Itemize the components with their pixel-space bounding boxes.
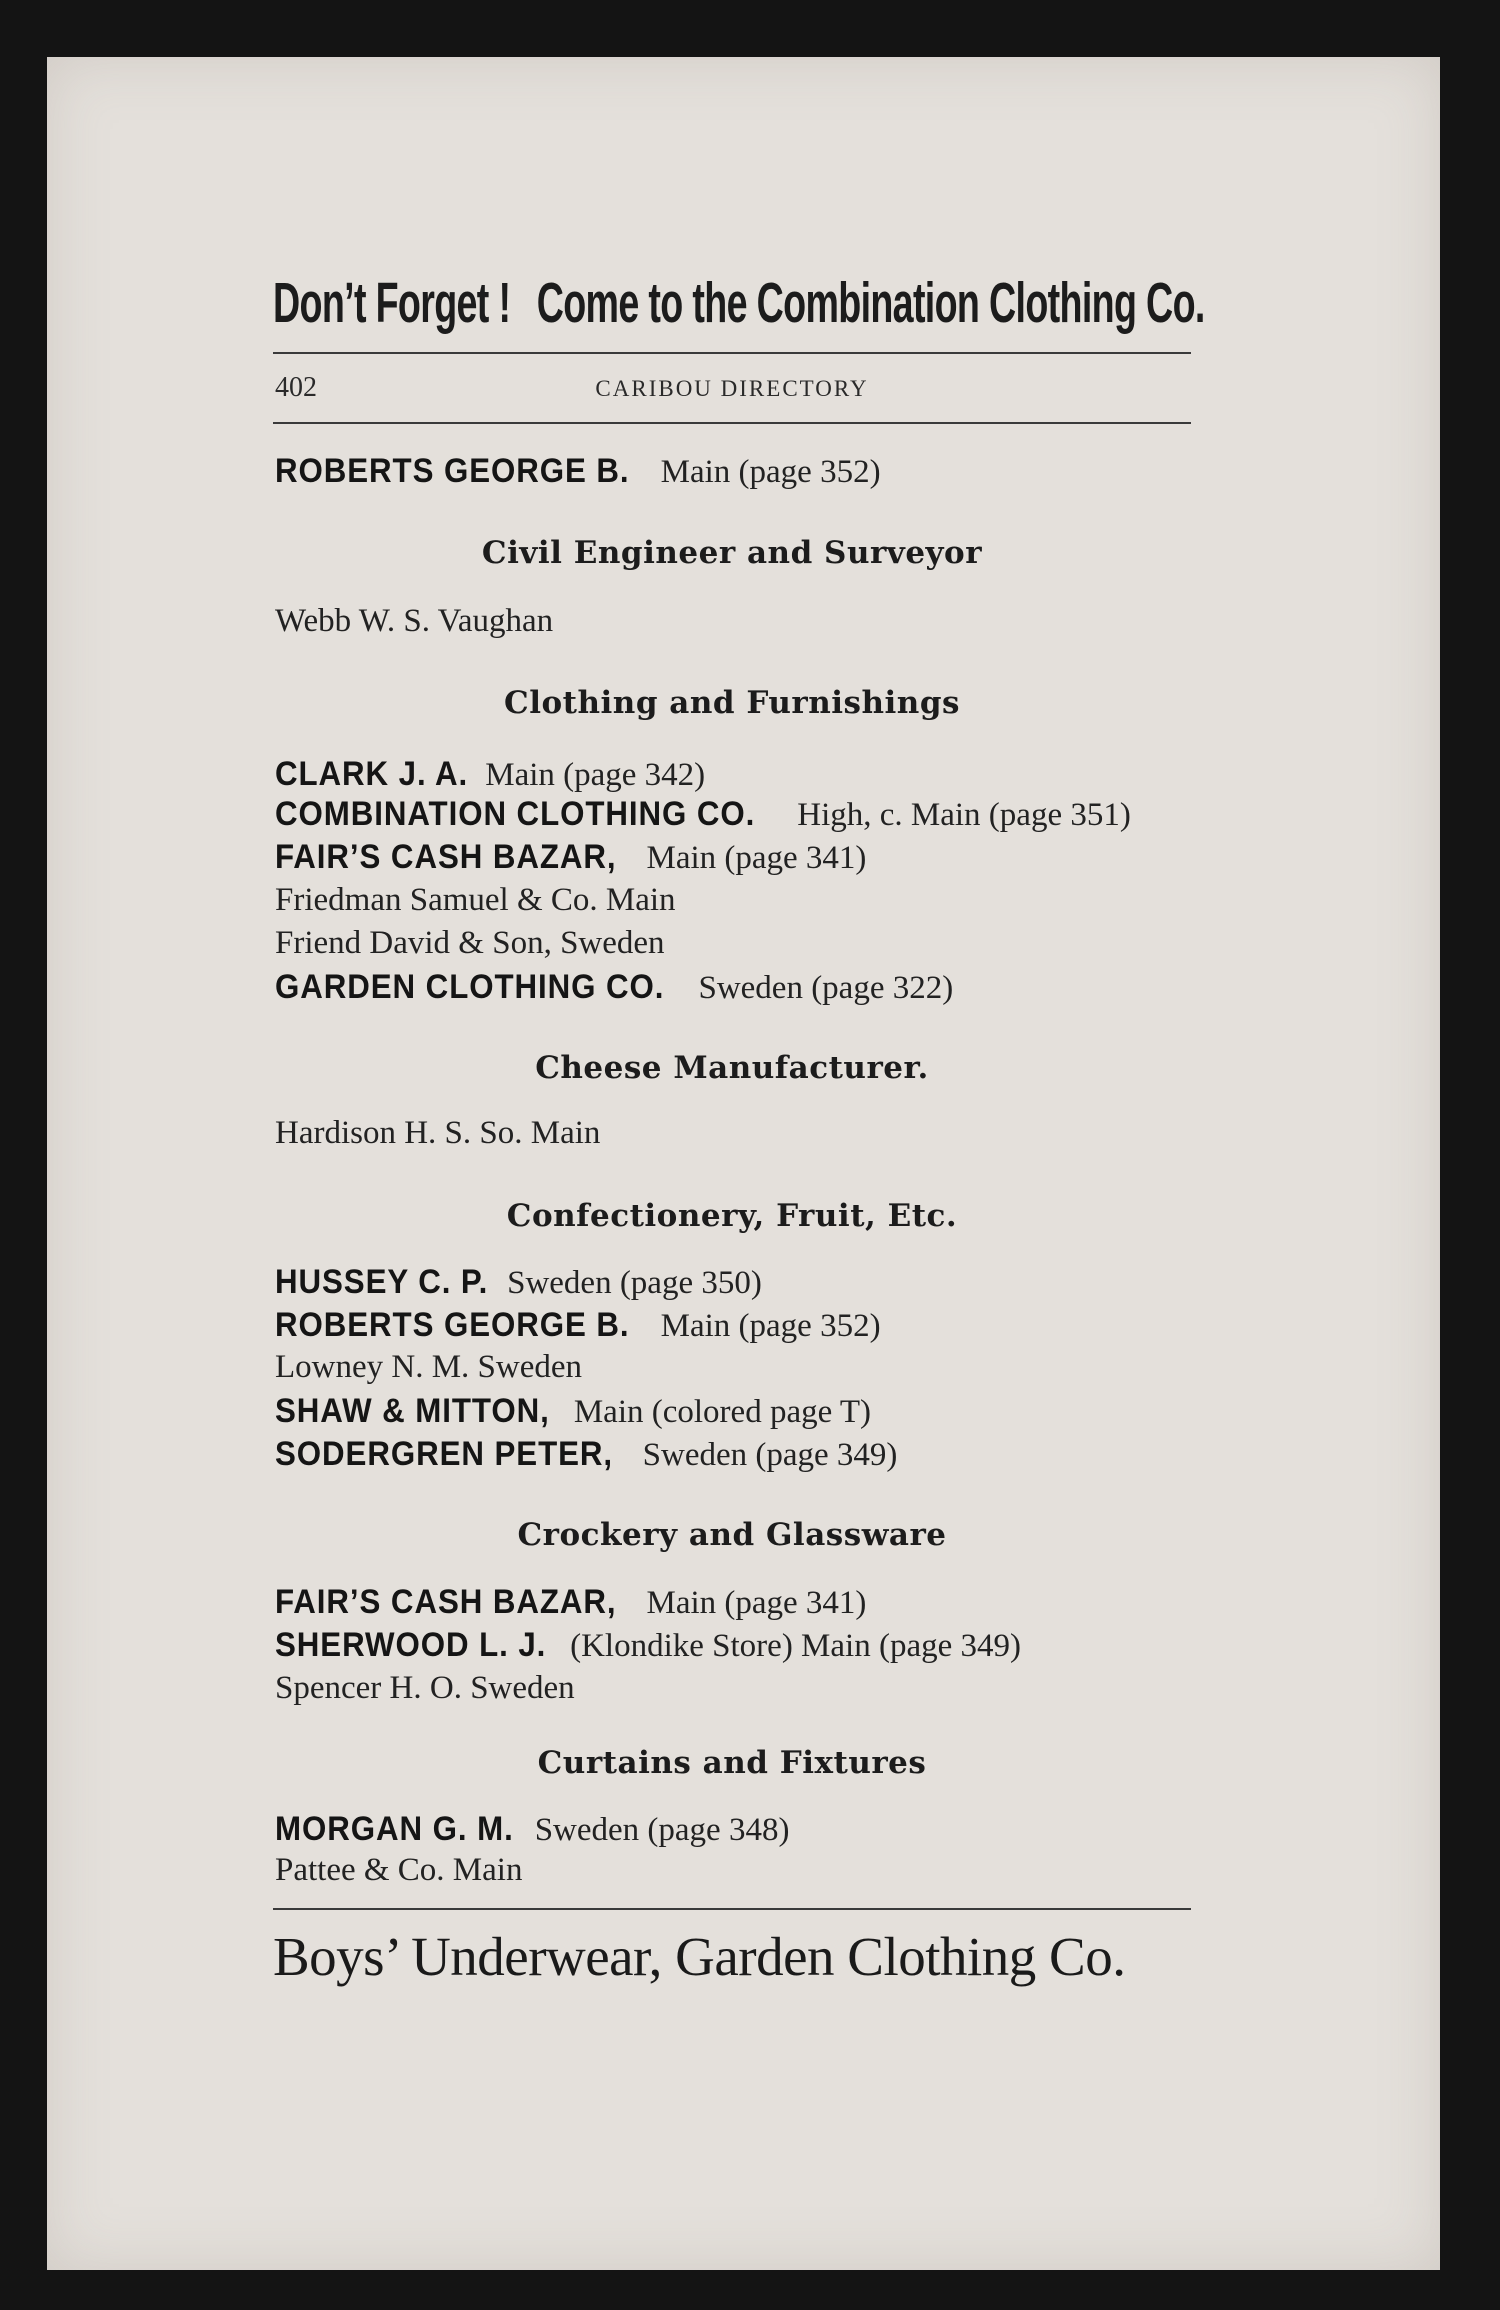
top-rule xyxy=(273,352,1191,354)
directory-entry xyxy=(275,1583,866,1622)
header-rule xyxy=(273,422,1191,424)
directory-entry xyxy=(275,1852,522,1889)
entry-detail: (Klondike Store) Main (page 349) xyxy=(570,1628,1021,1664)
entry-name: GARDEN CLOTHING CO. xyxy=(275,968,665,1006)
running-head xyxy=(273,372,1191,412)
entry-detail: Pattee & Co. Main xyxy=(275,1852,523,1888)
entry-name: SHAW & MITTON, xyxy=(275,1392,550,1430)
entry-detail: Main (page 352) xyxy=(660,454,881,490)
running-head-title: CARIBOU DIRECTORY xyxy=(595,376,869,401)
entry-name: ROBERTS GEORGE B. xyxy=(275,1306,630,1344)
directory-entry xyxy=(275,925,665,962)
directory-entry xyxy=(275,1435,897,1474)
entry-detail: Hardison H. S. So. Main xyxy=(275,1115,601,1151)
entry-detail: Sweden (page 348) xyxy=(534,1812,790,1848)
entry-detail: Main (page 341) xyxy=(646,840,867,876)
directory-entry xyxy=(275,1392,871,1431)
directory-entry xyxy=(275,1626,1021,1665)
directory-entry xyxy=(275,1115,600,1152)
entry-detail: Main (page 342) xyxy=(485,757,706,793)
directory-entry xyxy=(275,1810,789,1849)
directory-entry xyxy=(275,1263,762,1302)
section-heading: Cheese Manufacturer. xyxy=(535,1050,929,1086)
section-heading: Crockery and Glassware xyxy=(517,1517,947,1553)
entry-name: SHERWOOD L. J. xyxy=(275,1626,547,1664)
directory-entry xyxy=(275,755,705,794)
entry-detail: Webb W. S. Vaughan xyxy=(275,603,554,639)
top-ad-part2: Come to the Combination Clothing Co. xyxy=(536,271,1205,335)
footer-rule xyxy=(273,1908,1191,1910)
entry-name: FAIR’S CASH BAZAR, xyxy=(275,1583,617,1621)
entry-name: CLARK J. A. xyxy=(275,755,469,793)
entry-detail: Lowney N. M. Sweden xyxy=(275,1349,583,1385)
directory-entry xyxy=(275,882,676,919)
entry-name: COMBINATION CLOTHING CO. xyxy=(275,795,756,833)
directory-entry xyxy=(275,1349,582,1386)
entry-detail: Sweden (page 350) xyxy=(507,1265,762,1301)
directory-entry xyxy=(275,838,866,877)
entry-detail: Main (colored page T) xyxy=(573,1394,872,1430)
bottom-advertisement: Boys’ Underwear, Garden Clothing Co. xyxy=(273,1926,1126,1987)
section-heading: Confectionery, Fruit, Etc. xyxy=(506,1198,958,1234)
directory-entry xyxy=(275,452,881,491)
entry-name: FAIR’S CASH BAZAR, xyxy=(275,838,617,876)
entry-name: ROBERTS GEORGE B. xyxy=(275,452,630,490)
entry-detail: Sweden (page 349) xyxy=(642,1437,898,1473)
directory-entry xyxy=(275,968,953,1007)
entry-name: SODERGREN PETER, xyxy=(275,1435,613,1473)
entry-detail: Sweden (page 322) xyxy=(698,970,954,1006)
directory-entry xyxy=(275,795,1131,834)
top-ad-part1: Don’t Forget ! xyxy=(273,271,511,335)
section-heading: Civil Engineer and Surveyor xyxy=(481,535,983,571)
directory-entry xyxy=(275,603,553,640)
entry-detail: High, c. Main (page 351) xyxy=(797,797,1131,833)
entry-name: MORGAN G. M. xyxy=(275,1810,514,1848)
entry-detail: Friedman Samuel & Co. Main xyxy=(275,882,676,918)
entry-detail: Friend David & Son, Sweden xyxy=(275,925,665,961)
section-heading: Curtains and Fixtures xyxy=(537,1745,927,1781)
page-number: 402 xyxy=(275,372,317,403)
directory-entry xyxy=(275,1306,881,1345)
entry-detail: Main (page 341) xyxy=(646,1585,867,1621)
entry-detail: Spencer H. O. Sweden xyxy=(275,1670,575,1706)
section-heading: Clothing and Furnishings xyxy=(504,685,960,721)
entry-detail: Main (page 352) xyxy=(660,1308,881,1344)
top-advertisement xyxy=(273,268,1205,338)
entry-name: HUSSEY C. P. xyxy=(275,1263,489,1301)
directory-entry xyxy=(275,1670,575,1707)
